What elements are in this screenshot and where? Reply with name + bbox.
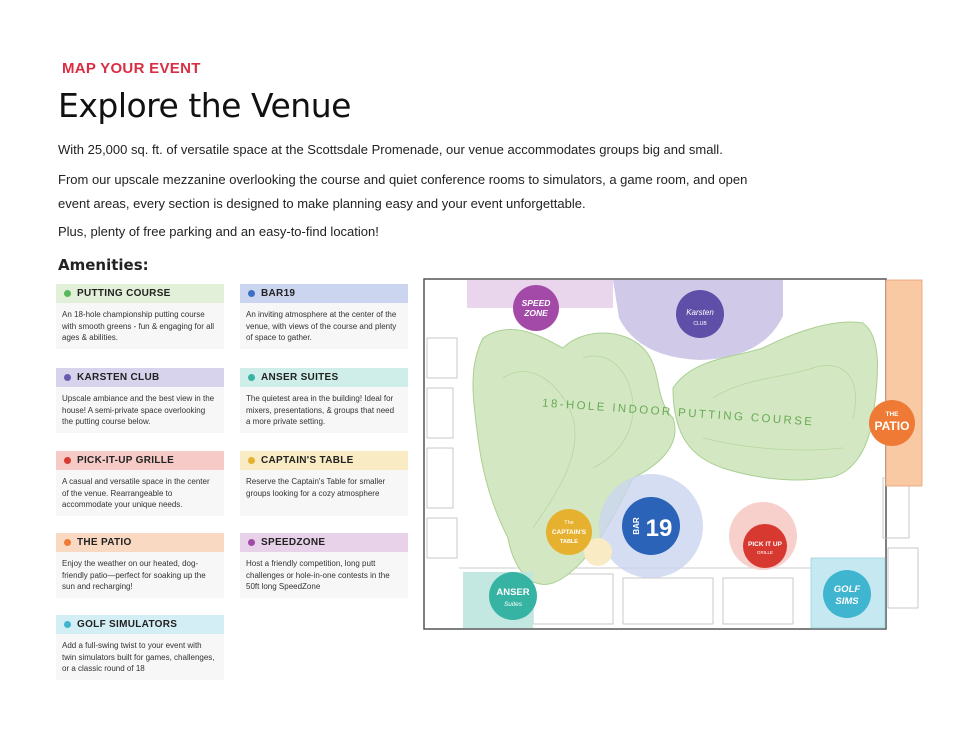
dot-icon — [64, 290, 71, 297]
amenity-name: BAR19 — [261, 288, 296, 299]
amenity-header — [240, 533, 408, 552]
captains-badge-line-3: TABLE — [560, 539, 578, 545]
captains-badge-line-1: The — [564, 520, 574, 526]
amenity-description: Add a full-swing twist to your event with twin simulators built for games, challenges, or a classic round of 18 — [56, 634, 224, 680]
dot-icon — [64, 374, 71, 381]
amenity-header — [240, 284, 408, 303]
captains-table-badge — [546, 509, 592, 555]
golf-sims-badge — [823, 570, 871, 618]
amenity-header — [56, 368, 224, 387]
amenity-card-the-patio — [56, 533, 224, 598]
patio-badge-line-2: PATIO — [874, 419, 910, 433]
amenity-card-karsten-club — [56, 368, 224, 433]
amenity-card-bar19 — [240, 284, 408, 349]
amenity-name: CAPTAIN'S TABLE — [261, 455, 354, 466]
amenity-description: Enjoy the weather on our heated, dog-friendly patio—perfect for soaking up the sun and recharging! — [56, 552, 224, 598]
amenity-card-golf-simulators — [56, 615, 224, 680]
amenity-description: A casual and versatile space in the center of the venue. Rearrangeable to accommodate your unique needs. — [56, 470, 224, 516]
amenity-card-anser-suites — [240, 368, 408, 433]
description-paragraph: From our upscale mezzanine overlooking the course and quiet conference rooms to simulators, a game room, and open event areas, every section is designed to make planning easy and your event unforgettable. — [58, 172, 748, 211]
amenity-card-pick-it-up-grille — [56, 451, 224, 516]
karsten-club-badge — [676, 290, 724, 338]
bar19-badge — [622, 497, 680, 555]
patio-badge-line-1: THE — [885, 411, 899, 418]
speedzone-badge-line-1: SPEED — [521, 298, 551, 308]
pickitup-badge-line-1: PICK IT UP — [748, 541, 782, 548]
amenities-heading: Amenities: — [58, 256, 149, 274]
karsten-badge-line-1: Karsten — [686, 308, 714, 317]
amenity-header — [56, 451, 224, 470]
page-title: Explore the Venue — [58, 86, 351, 125]
captains-badge-line-2: CAPTAIN'S — [551, 529, 587, 536]
amenity-name: GOLF SIMULATORS — [77, 619, 178, 630]
venue-map — [423, 278, 923, 630]
amenity-name: KARSTEN CLUB — [77, 372, 160, 383]
golf-badge-line-1: GOLF — [833, 584, 861, 595]
pickitup-badge-line-2: GRILLE — [756, 550, 774, 555]
patio-badge — [869, 400, 915, 446]
amenity-header — [240, 368, 408, 387]
dot-icon — [64, 539, 71, 546]
amenity-description: The quietest area in the building! Ideal for mixers, presentations, & groups that need a more private setting. — [240, 387, 408, 433]
anser-badge-line-2: Suites — [503, 601, 523, 608]
amenity-name: PUTTING COURSE — [77, 288, 171, 299]
dot-icon — [248, 539, 255, 546]
parking-paragraph: Plus, plenty of free parking and an easy-to-find location! — [58, 224, 379, 239]
amenity-header — [56, 533, 224, 552]
amenity-card-captains-table — [240, 451, 408, 516]
karsten-badge-line-2: CLUB — [693, 321, 707, 327]
amenity-card-speedzone — [240, 533, 408, 598]
amenity-description: An inviting atmosphere at the center of the venue, with views of the course and plenty of space to gather. — [240, 303, 408, 349]
dot-icon — [64, 457, 71, 464]
bar19-badge-line-1: BAR — [632, 517, 641, 535]
amenity-header — [56, 615, 224, 634]
amenity-name: PICK-IT-UP GRILLE — [77, 455, 175, 466]
amenity-name: THE PATIO — [77, 537, 132, 548]
course-label: 18-HOLE INDOOR PUTTING COURSE — [541, 397, 815, 429]
dot-icon — [64, 621, 71, 628]
amenity-header — [240, 451, 408, 470]
amenity-name: ANSER SUITES — [261, 372, 339, 383]
pick-it-up-badge — [743, 524, 787, 568]
intro-paragraph: With 25,000 sq. ft. of versatile space at the Scottsdale Promenade, our venue accommodates groups big and small. — [58, 142, 723, 157]
amenity-description: Upscale ambiance and the best view in the house! A semi-private space overlooking the putting course below. — [56, 387, 224, 433]
bar19-badge-line-2: 19 — [645, 515, 673, 542]
speedzone-badge-line-2: ZONE — [524, 308, 548, 318]
eyebrow-label: MAP YOUR EVENT — [62, 60, 201, 77]
amenity-name: SPEEDZONE — [261, 537, 326, 548]
dot-icon — [248, 374, 255, 381]
amenity-description: Host a friendly competition, long putt challenges or hole-in-one contests in the 50ft long SpeedZone — [240, 552, 408, 598]
amenity-card-putting-course — [56, 284, 224, 349]
anser-badge-line-1: ANSER — [496, 587, 530, 598]
golf-badge-line-2: SIMS — [835, 596, 859, 607]
amenity-description: An 18-hole championship putting course with smooth greens - fun & engaging for all ages & abilities. — [56, 303, 224, 349]
dot-icon — [248, 290, 255, 297]
dot-icon — [248, 457, 255, 464]
speedzone-badge — [513, 285, 559, 331]
amenity-description: Reserve the Captain's Table for smaller groups looking for a cozy atmosphere — [240, 470, 408, 516]
patio-area — [886, 280, 922, 486]
amenity-header — [56, 284, 224, 303]
anser-suites-badge — [489, 572, 537, 620]
